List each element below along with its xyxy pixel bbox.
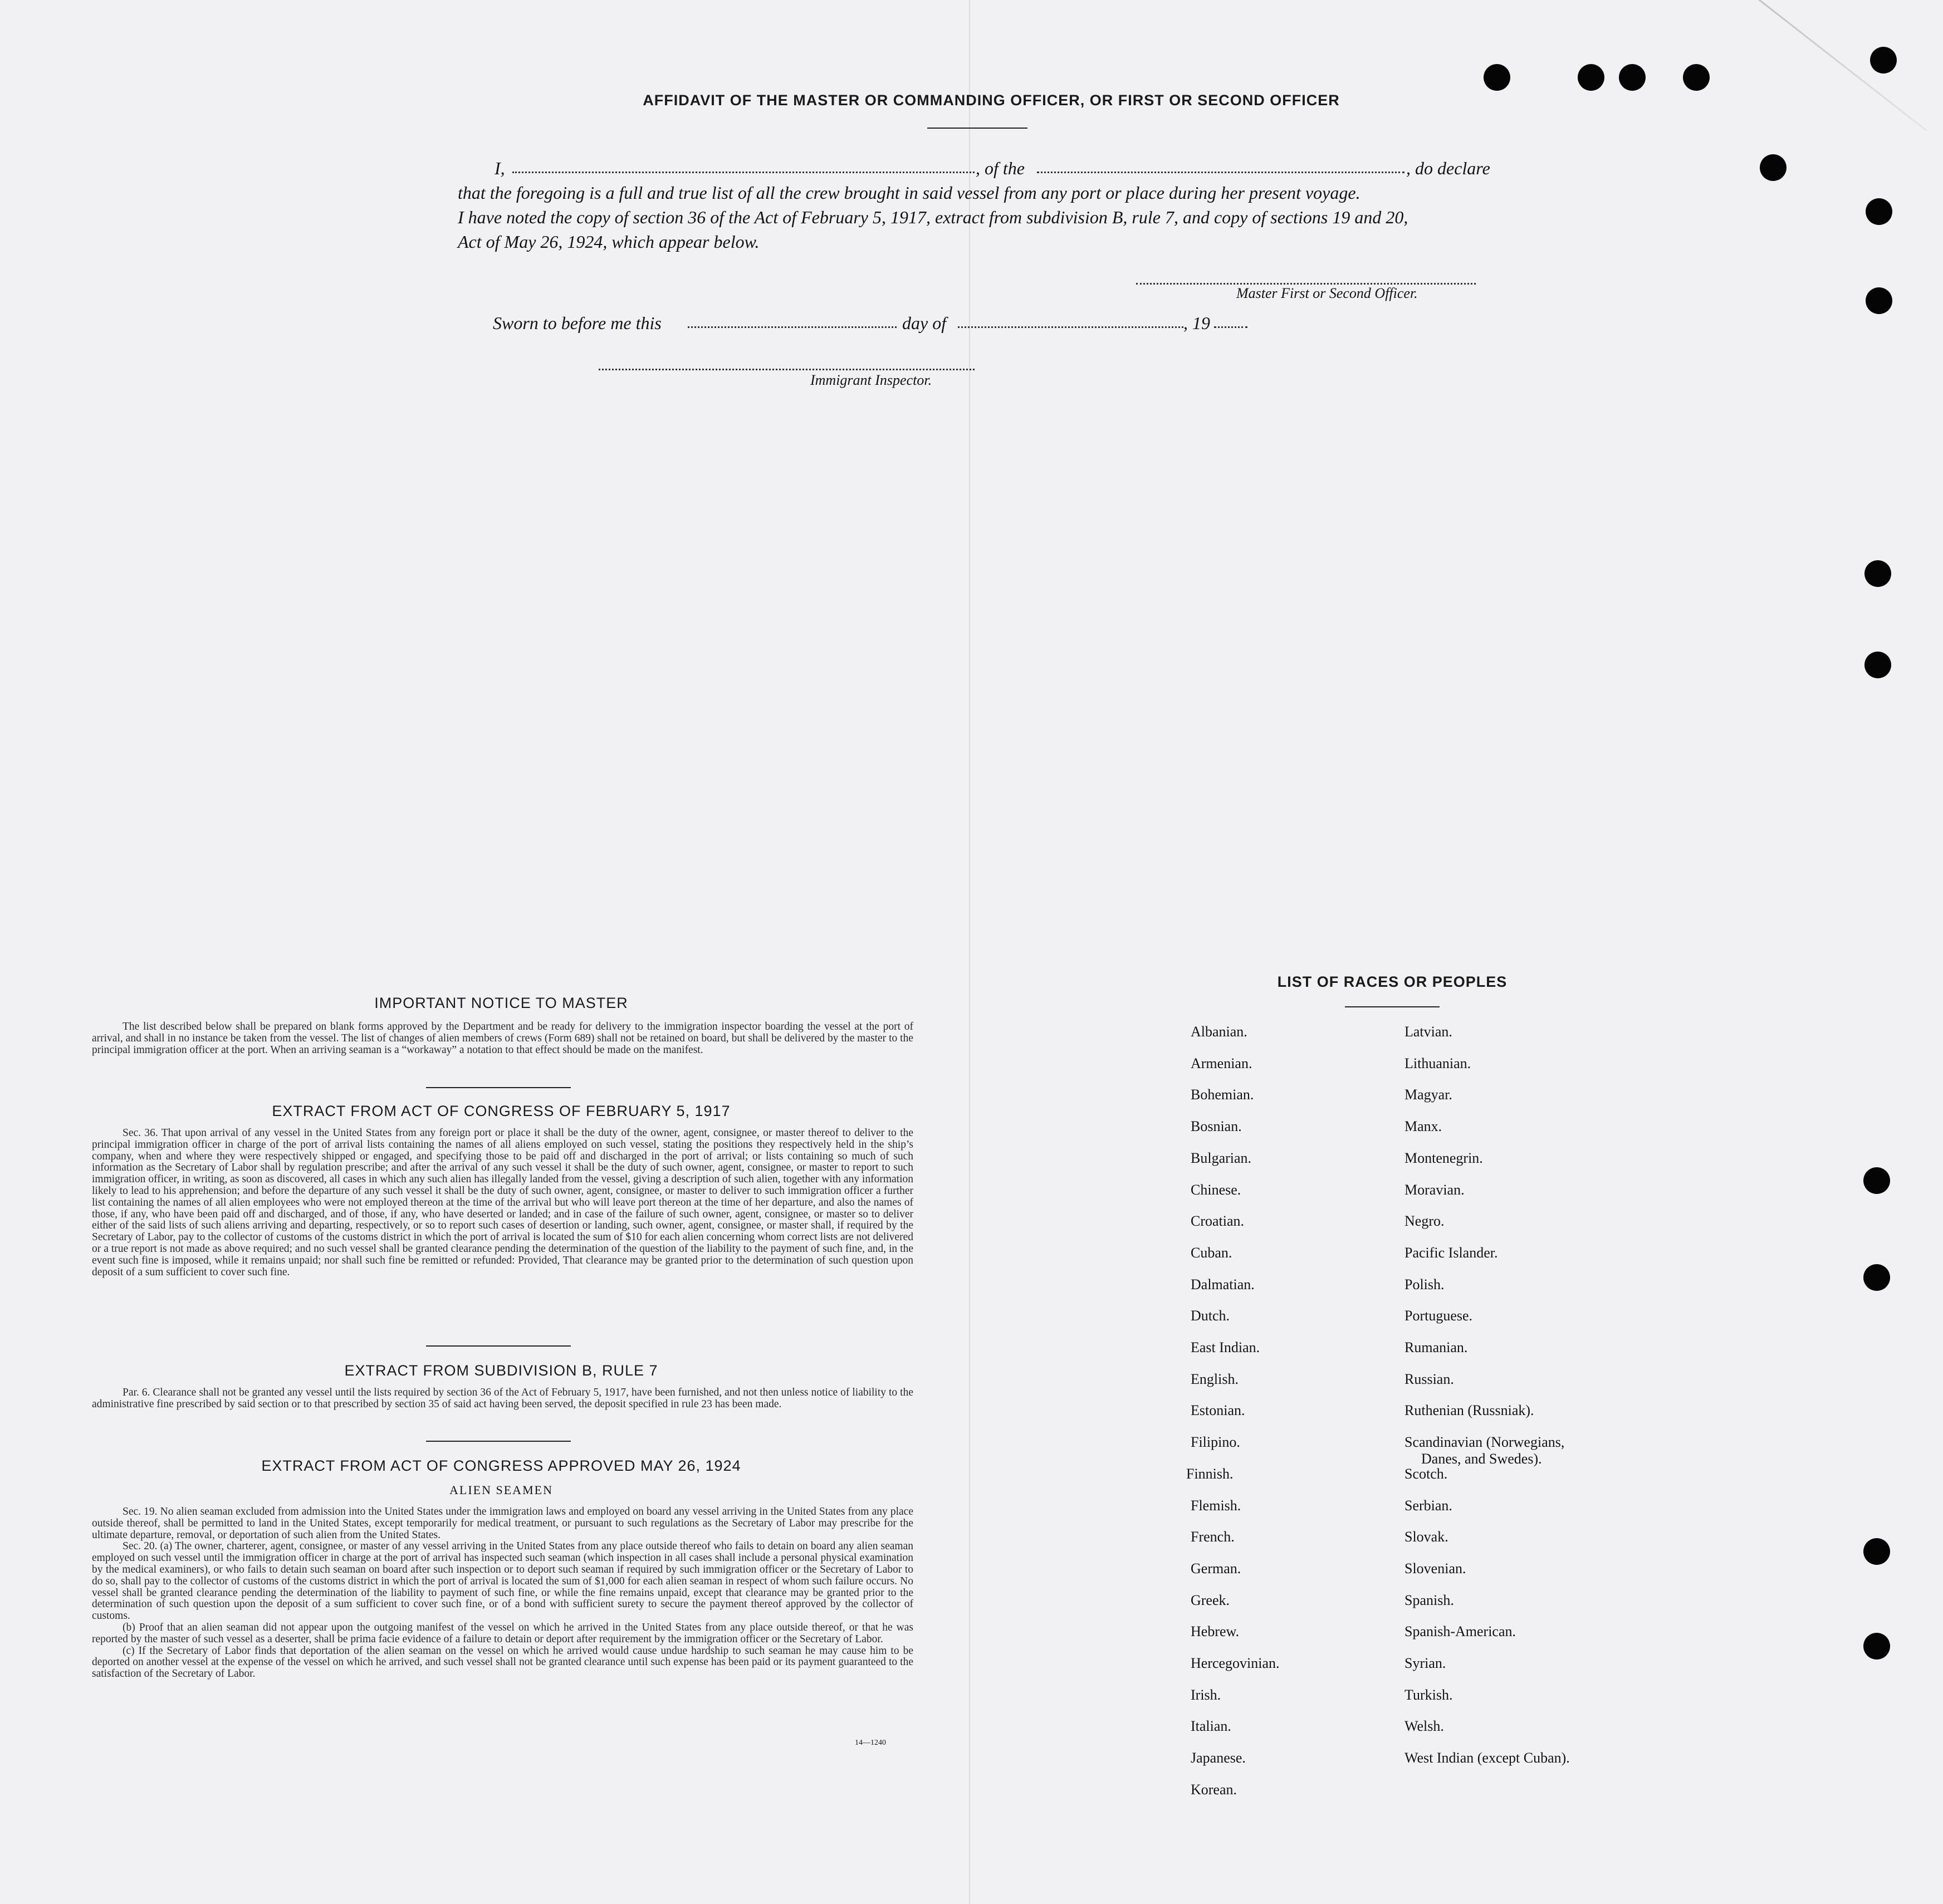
race-item: Portuguese. bbox=[1404, 1308, 1473, 1324]
binder-hole bbox=[1863, 1264, 1890, 1291]
extract-rule7-body: Par. 6. Clearance shall not be granted any vessel until the lists required by section 36 of the Act of February 5, 1917, have been furnished, and not then unless notice of liability to the administrative fine prescribed by said section or to that prescribed by section 35 of said act having been served, the deposit specified in rule 23 has been made. bbox=[92, 1387, 913, 1410]
divider bbox=[426, 1345, 571, 1347]
sec-19: Sec. 19. No alien seaman excluded from admission into the United States under the immigration laws and employed on board any vessel arriving in the United States from any place outside thereof, shall be permitted to land in the United States, except temporarily for medical treatment, or pursuant to such regulations as the Secretary of Labor may prescribe for the ultimate departure, removal, or deportation of such alien from the United States. bbox=[92, 1506, 913, 1541]
race-item: Magyar. bbox=[1404, 1086, 1452, 1103]
extract-1917-title: EXTRACT FROM ACT OF CONGRESS OF FEBRUARY 5, 1917 bbox=[272, 1103, 731, 1119]
form-number: 14—1240 bbox=[855, 1739, 886, 1747]
race-item: Bosnian. bbox=[1191, 1118, 1242, 1135]
notice-title: IMPORTANT NOTICE TO MASTER bbox=[374, 995, 628, 1011]
race-item: Serbian. bbox=[1404, 1497, 1452, 1514]
race-item: English. bbox=[1191, 1371, 1239, 1387]
affidavit-line1-mid: , of the bbox=[976, 158, 1025, 178]
affidavit-line3: I have noted the copy of section 36 of the Act of February 5, 1917, extract from subdivision B, rule 7, and copy of sections 19 and 20, bbox=[458, 207, 1408, 227]
notice-body: The list described below shall be prepared on blank forms approved by the Department and be ready for delivery to the immigration inspector boarding the vessel at the port of arrival, and shall in no instance be taken from the vessel. The list of changes of alien members of crews (Form 689) shall not be retained on board, but shall be delivered by the master to the principal immigration officer at the port. When an arriving seaman is a “workaway” a notation to that effect should be made on the manifest. bbox=[92, 1021, 913, 1056]
extract-1924-title: EXTRACT FROM ACT OF CONGRESS APPROVED MAY 26, 1924 bbox=[261, 1457, 741, 1474]
race-item: Latvian. bbox=[1404, 1024, 1452, 1040]
race-item: Spanish. bbox=[1404, 1592, 1454, 1608]
race-item: Slovenian. bbox=[1404, 1560, 1466, 1577]
race-item: French. bbox=[1191, 1529, 1235, 1545]
sec-20b: (b) Proof that an alien seaman did not appear upon the outgoing manifest of the vessel on which he arrived in the United States from any place outside thereof, or that he was reported by the master of such vessel as a deserter, shall be prima facie evidence of a failure to detain or deport after requirement by the immigration officer or the Secretary of Labor. bbox=[92, 1621, 913, 1645]
race-item: Slovak. bbox=[1404, 1529, 1448, 1545]
sworn-year: , 19 bbox=[1183, 313, 1210, 333]
extract-rule7-title: EXTRACT FROM SUBDIVISION B, RULE 7 bbox=[344, 1362, 658, 1379]
race-item: Dalmatian. bbox=[1191, 1276, 1255, 1293]
binder-hole bbox=[1683, 64, 1710, 91]
affidavit-line2: that the foregoing is a full and true list of all the crew brought in said vessel from any port or place during her present voyage. bbox=[458, 183, 1360, 203]
race-item: Rumanian. bbox=[1404, 1339, 1468, 1355]
affidavit-title: AFFIDAVIT OF THE MASTER OR COMMANDING OFFICER, OR FIRST OR SECOND OFFICER bbox=[643, 92, 1340, 109]
binder-hole bbox=[1864, 560, 1891, 587]
year-blank bbox=[1214, 326, 1247, 328]
race-item: Japanese. bbox=[1191, 1750, 1246, 1766]
race-item: Polish. bbox=[1404, 1276, 1445, 1293]
binder-hole bbox=[1760, 154, 1787, 181]
race-item: Albanian. bbox=[1191, 1024, 1247, 1040]
binder-hole bbox=[1578, 64, 1604, 91]
day-blank bbox=[688, 326, 897, 328]
month-blank bbox=[958, 326, 1183, 328]
binder-hole bbox=[1619, 64, 1646, 91]
vessel-blank bbox=[1037, 172, 1404, 173]
race-item: German. bbox=[1191, 1560, 1241, 1577]
race-item: Montenegrin. bbox=[1404, 1149, 1483, 1166]
race-item: Flemish. bbox=[1191, 1497, 1241, 1514]
race-item: Danes, and Swedes). bbox=[1421, 1451, 1542, 1467]
divider bbox=[1345, 1006, 1440, 1007]
race-item: Scotch. bbox=[1404, 1465, 1448, 1482]
divider bbox=[927, 128, 1027, 129]
race-item: Hebrew. bbox=[1191, 1623, 1240, 1640]
races-title: LIST OF RACES OR PEOPLES bbox=[1277, 973, 1508, 990]
race-item: Bulgarian. bbox=[1191, 1149, 1252, 1166]
race-item: Cuban. bbox=[1191, 1244, 1232, 1261]
sworn-prefix: Sworn to before me this bbox=[493, 313, 662, 333]
sworn-day: day of bbox=[902, 313, 947, 333]
race-item: Greek. bbox=[1191, 1592, 1230, 1608]
race-item: Ruthenian (Russniak). bbox=[1404, 1402, 1534, 1419]
race-item: Hercegovinian. bbox=[1191, 1655, 1280, 1671]
extract-1917-body: Sec. 36. That upon arrival of any vessel in the United States from any foreign port or place it shall be the duty of the owner, agent, consignee, or master thereof to deliver to the principal immigration officer in charge of the port of arrival lists containing the names of all aliens employed on such vessel, stating the positions they respectively held in the ship’s company, when and where they were respectively shipped or engaged, and specifying those to be paid off and discharged in the port of arrival; or lists containing so much of such information as the Secretary of Labor shall by regulation prescribe; and after the arrival of any such vessel it shall be the duty of such owner, agent, consignee, or master to report to such immigration officer, in writing, as soon as discovered, all cases in which any such alien has illegally landed from the vessel, giving a description of such alien, together with any information likely to lead to his apprehension; and before the departure of any such vessel it shall be the duty of such owner, agent, consignee, or master to deliver to such immigration officer a further list containing the names of all alien employees who were not employed thereon at the time of the arrival but who will leave port thereon at the time of her departure, and also the names of those, if any, who have been paid off and discharged, and of those, if any, who have deserted or landed; and in case of the failure of such owner, agent, consignee, or master so to deliver either of the said lists of such aliens arriving and departing, respectively, or so to report such cases of desertion or landing, such owner, agent, consignee, or master shall, if required by the Secretary of Labor, pay to the collector of customs of the customs district in which the port of arrival is located the sum of $10 for each alien concerning whom correct lists are not delivered or a true report is not made as above required; and no such vessel shall be granted clearance pending the determination of the question of the liability to the payment of such fine, and, in the event such fine is imposed, while it remains unpaid; nor shall such fine be remitted or refunded: Provided, That clearance may be granted prior to the determination of such question upon deposit of a sum sufficient to cover such fine. bbox=[92, 1127, 913, 1278]
race-item: Irish. bbox=[1191, 1686, 1221, 1703]
race-item: Russian. bbox=[1404, 1371, 1454, 1387]
binder-hole bbox=[1864, 652, 1891, 678]
divider bbox=[426, 1087, 571, 1088]
race-item: Moravian. bbox=[1404, 1181, 1465, 1198]
race-item: Welsh. bbox=[1404, 1718, 1444, 1735]
race-item: Manx. bbox=[1404, 1118, 1442, 1135]
binder-hole bbox=[1863, 1633, 1890, 1660]
sec-20a: Sec. 20. (a) The owner, charterer, agent, consignee, or master of any vessel arriving in the United States from any place outside thereof who fails to detain on board any alien seaman employed on such vessel until the immigration officer in charge at the port of arrival has inspected such seaman (which inspection in all cases shall include a personal physical examination by the medical examiners), or who fails to detain such seaman on board after such inspection or to deport such seaman if required by such immigration officer or the Secretary of Labor to do so, shall pay to the collector of customs of the customs district in which the port of arrival is located the sum of $1,000 for each alien seaman in respect of whom such failure occurs. No vessel shall be granted clearance pending the determination of the liability to payment of such fine, or while the fine remains unpaid, except that clearance may be granted prior to the determination of such question upon the deposit of a sum sufficient to cover such fine, or of a bond with sufficient surety to secure the payment thereof approved by the collector of customs. bbox=[92, 1540, 913, 1622]
race-item: Syrian. bbox=[1404, 1655, 1446, 1671]
binder-hole bbox=[1866, 198, 1892, 225]
master-signature-line bbox=[1136, 283, 1476, 285]
divider bbox=[426, 1441, 571, 1442]
extract-1924-sections bbox=[92, 1506, 913, 1680]
race-item: Chinese. bbox=[1191, 1181, 1241, 1198]
affidavit-line1-suffix: , do declare bbox=[1406, 158, 1490, 178]
center-fold bbox=[969, 0, 970, 1904]
race-item: Pacific Islander. bbox=[1404, 1244, 1498, 1261]
race-item: Dutch. bbox=[1191, 1308, 1230, 1324]
extract-1924-subtitle: ALIEN SEAMEN bbox=[449, 1483, 553, 1497]
binder-hole bbox=[1484, 64, 1510, 91]
race-item: Spanish-American. bbox=[1404, 1623, 1516, 1640]
sec-20c: (c) If the Secretary of Labor finds that deportation of the alien seaman on the vessel on which he arrived would cause undue hardship to such seaman he may cause him to be deported on another vessel at the expense of the vessel on which he arrived, and such vessel shall not be granted clearance until such expense has been paid or its payment guaranteed to the satisfaction of the Secretary of Labor. bbox=[92, 1644, 913, 1680]
binder-hole bbox=[1870, 47, 1897, 74]
race-item: Armenian. bbox=[1191, 1055, 1252, 1071]
inspector-signature-line bbox=[599, 369, 975, 370]
affidavit-line4: Act of May 26, 1924, which appear below. bbox=[458, 232, 760, 252]
race-item: Negro. bbox=[1404, 1213, 1445, 1230]
name-blank bbox=[512, 172, 975, 173]
race-item: Italian. bbox=[1191, 1718, 1231, 1735]
race-item: Croatian. bbox=[1191, 1213, 1245, 1230]
binder-hole bbox=[1863, 1167, 1890, 1194]
inspector-caption: Immigrant Inspector. bbox=[810, 372, 932, 388]
binder-hole bbox=[1863, 1538, 1890, 1565]
race-item: Bohemian. bbox=[1191, 1086, 1254, 1103]
race-item: Estonian. bbox=[1191, 1402, 1245, 1419]
race-item: West Indian (except Cuban). bbox=[1404, 1750, 1570, 1766]
race-item: East Indian. bbox=[1191, 1339, 1260, 1355]
race-item: Korean. bbox=[1191, 1781, 1237, 1798]
affidavit-line1-prefix: I, bbox=[495, 158, 505, 178]
race-item: Lithuanian. bbox=[1404, 1055, 1471, 1071]
master-caption: Master First or Second Officer. bbox=[1236, 285, 1418, 301]
race-item: Turkish. bbox=[1404, 1686, 1453, 1703]
race-item: Filipino. bbox=[1191, 1434, 1240, 1451]
race-item: Scandinavian (Norwegians, bbox=[1404, 1434, 1565, 1451]
binder-hole bbox=[1866, 287, 1892, 314]
race-item: Finnish. bbox=[1186, 1465, 1234, 1482]
